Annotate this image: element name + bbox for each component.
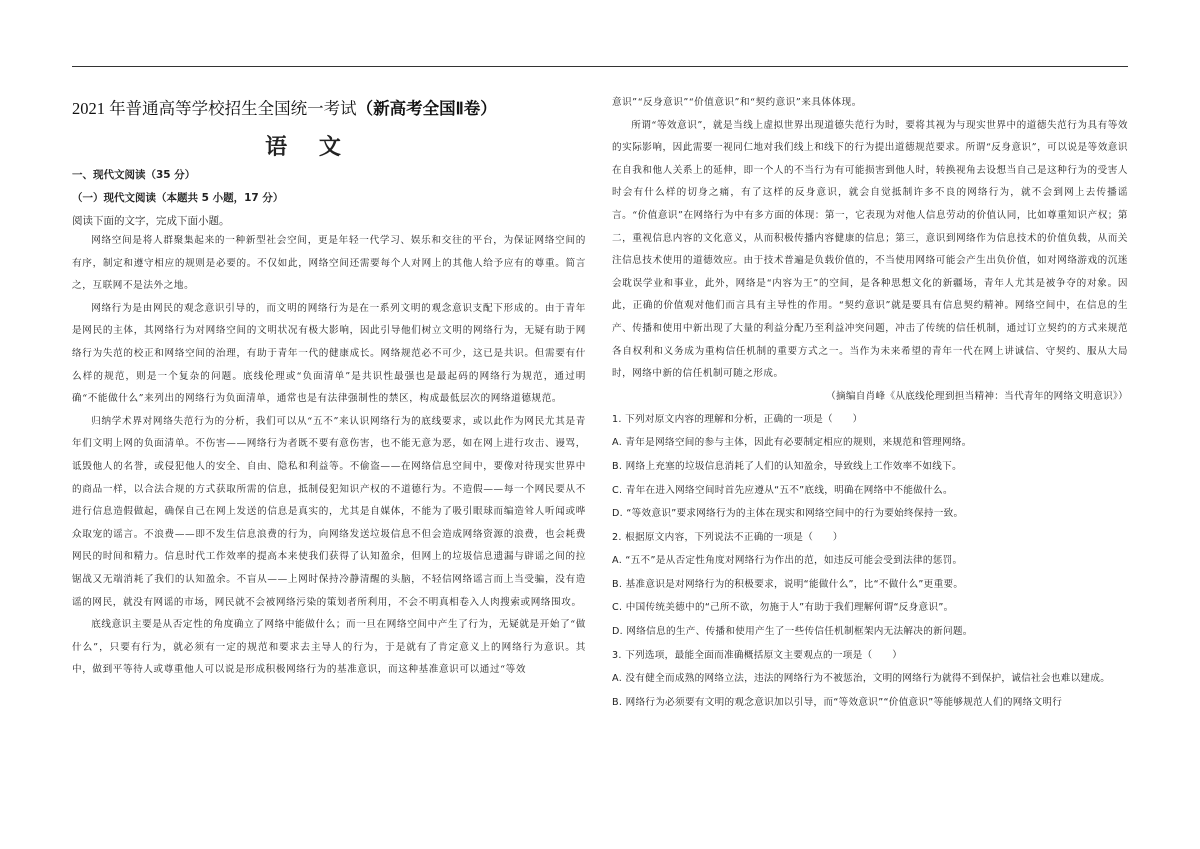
exam-title-bold: （新高考全国Ⅱ卷） <box>356 99 497 118</box>
question-1: 1. 下列对原文内容的理解和分析，正确的一项是（ ） <box>612 413 863 425</box>
passage-paragraph-5: 所谓“等效意识”，就是当线上虚拟世界出现道德失范行为时，要将其视为与现实世界中的道德失范行为具有等效的实际影响，因此需要一视同仁地对我们线上和线下的行为提出道德规范要求。所谓“反身意识”，可以说是等效意识在自我和他人关系上的延伸，即一个人的不当行为有可能损害到他人时，转换视角去设想当自己是这种行为的受害人时会有什么样的切身之痛，有了这样的反身意识，就会自觉抵制许多不良的网络行为，就不会到网上去传播谣言。“价值意识”在网络行为中有多方面的体现：第一，它表现为对他人信息劳动的价值认同，比如尊重知识产权；第二，重视信息内容的文化意义，从而积极传播内容健康的信息；第三，意识到网络作为信息技术的价值负载，从而关注信息技术使用的道德效应。由于技术普遍是负载价值的，不当使用网络可能会产生出负价值，如对网络游戏的沉迷会耽误学业和事业，此外，网络是“内容为王”的空间，是各种思想文化的新疆场，青年人尤其是被争夺的对象。因此，正确的价值观对他们而言具有主导性的作用。“契约意识”就是要具有信息契约精神。网络空间中，在信息的生产、传播和使用中新出现了大量的利益分配乃至利益冲突问题，冲击了传统的信任机制，通过订立契约的方式来规范各自权利和义务成为重构信任机制的重要方式之一。当作为未来希望的青年一代在网上讲诚信、守契约、服从大局时，网络中新的信任机制可随之形成。 <box>612 119 1128 380</box>
question-1-option-c: C. 青年在进入网络空间时首先应遵从“五不”底线，明确在网络中不能做什么。 <box>612 484 953 496</box>
header-rule <box>72 66 1128 67</box>
passage-paragraph-4-continued: 意识”“反身意识”“价值意识”和“契约意识”来具体体现。 <box>612 97 862 108</box>
exam-title <box>72 98 586 120</box>
passage-paragraph-3: 归纳学术界对网络失范行为的分析，我们可以从“五不”来认识网络行为的底线要求，或以此作为网民尤其是青年们文明上网的负面清单。不伤害——网络行为者既不要有意伤害，也不能无意为恶，如在网上进行攻击、谩骂，诋毁他人的名誉，或侵犯他人的安全、自由、隐私和利益等。不偷盗——在网络信息空间中，要像对待现实世界中的商品一样，以合法合规的方式获取所需的信息，抵制侵犯知识产权的不道德行为。不造假——每一个网民要从不进行信息造假做起，确保自己在网上发送的信息是真实的，尤其是自媒体，不能为了吸引眼球而编造耸人听闻或哗众取宠的谣言。不浪费——即不发生信息浪费的行为，向网络发送垃圾信息不但会造成网络资源的浪费，也会耗费网民的时间和精力。信息时代工作效率的提高本来使我们获得了认知盈余，但网上的垃圾信息遗漏与辟谣之间的拉锯战又无端消耗了我们的认知盈余。不盲从——上网时保持冷静清醒的头脑，不轻信网络谣言而上当受骗，没有造谣的网民，就没有网谣的市场，网民就不会被网络污染的策划者所利用，不会不明真相卷入人肉搜索或网络围攻。 <box>72 415 586 608</box>
instruction-text: 阅读下面的文字，完成下面小题。 <box>72 215 230 227</box>
passage-paragraph-1: 网络空间是将人群聚集起来的一种新型社会空间，更是年轻一代学习、娱乐和交往的平台，为保证网络空间的有序，制定和遵守相应的规则是必要的。不仅如此，网络空间还需要每个人对网上的其他人给予应有的尊重。简言之，互联网不是法外之地。 <box>72 235 586 292</box>
question-2-option-d: D. 网络信息的生产、传播和使用产生了一些传信任机制框架内无法解决的新问题。 <box>612 626 973 638</box>
exam-title-plain: 2021 年普通高等学校招生全国统一考试 <box>72 99 357 118</box>
question-2-option-a: A. “五不”是从否定性角度对网络行为作出的范，如违反可能会受到法律的惩罚。 <box>612 555 963 567</box>
right-column <box>612 92 1128 714</box>
question-3-option-b: B. 网络行为必须要有文明的观念意识加以引导，而“等效意识”“价值意识”等能够规范人们的网络文明行 <box>612 696 1063 708</box>
passage-paragraph-4: 底线意识主要是从否定性的角度确立了网络中能做什么；而一旦在网络空间中产生了行为，无疑就是开始了“做什么”，只要有行为，就必须有一定的规范和要求去主导人的行为，于是就有了肯定意义上的网络行为意识。其中，做到平等待人或尊重他人可以说是形成积极网络行为的基准意识，而这种基准意识可以通过“等效 <box>72 619 586 676</box>
question-3: 3. 下列选项，最能全面而准确概括原文主要观点的一项是（ ） <box>612 649 903 661</box>
question-2-option-b: B. 基准意识是对网络行为的积极要求，说明“能做什么”，比“不做什么”更重要。 <box>612 578 964 590</box>
subject-heading: 语 文 <box>265 134 353 160</box>
left-column <box>72 92 586 682</box>
question-2-option-c: C. 中国传统美德中的“己所不欲，勿施于人”有助于我们理解何谓“反身意识”。 <box>612 602 954 614</box>
passage-source: （摘编自肖峰《从底线伦理到担当精神：当代青年的网络文明意识》） <box>826 390 1128 402</box>
question-2: 2. 根据原文内容，下列说法不正确的一项是（ ） <box>612 531 843 543</box>
passage-paragraph-2: 网络行为是由网民的观念意识引导的，而文明的网络行为是在一系列文明的观念意识支配下形成的。由于青年是网民的主体，其网络行为对网络空间的文明状况有极大影响，因此引导他们树立文明的网络行为，无疑有助于网络行为失范的校正和网络空间的治理，有助于青年一代的健康成长。网络规范必不可少，这已是共识。但需要有什么样的规范，则是一个复杂的问题。底线伦理或“负面清单”是共识性最强也是最起码的网络行为规范，通过明确“不能做什么”来列出的网络行为负面清单，通常也是有法律强制性的禁区，构成最低层次的网络道德规范。 <box>72 302 586 405</box>
question-1-option-a: A. 青年是网络空间的参与主体，因此有必要制定相应的规则，来规范和管理网络。 <box>612 437 972 449</box>
question-3-option-a: A. 没有健全而成熟的网络立法，违法的网络行为不被惩治，文明的网络行为就得不到保护，诚信社会也难以建成。 <box>612 673 1111 685</box>
question-1-option-b: B. 网络上充塞的垃圾信息消耗了人们的认知盈余，导致线上工作效率不如线下。 <box>612 460 962 472</box>
question-1-option-d: D. “等效意识”要求网络行为的主体在现实和网络空间中的行为要始终保持一致。 <box>612 508 964 520</box>
subsection-heading: （一）现代文阅读（本题共 5 小题，17 分） <box>72 192 284 204</box>
section-heading: 一、现代文阅读（35 分） <box>72 169 196 181</box>
